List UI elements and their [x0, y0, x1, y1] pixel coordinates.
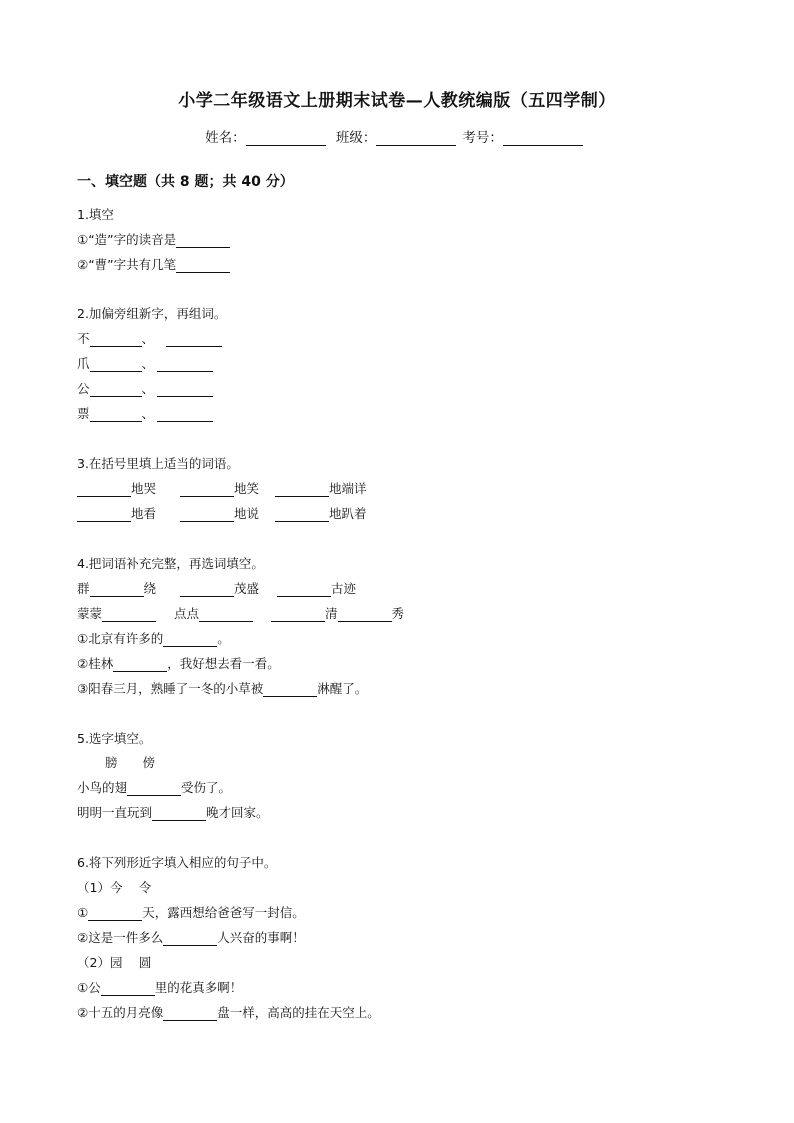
answer-blank[interactable] — [199, 608, 253, 622]
answer-blank[interactable] — [77, 483, 131, 497]
q6-sentence-1: ① 天，露西想给爸爸写一封信。 — [77, 905, 305, 920]
exam-no-label: 考号： — [462, 130, 503, 146]
answer-blank[interactable] — [338, 608, 392, 622]
q2-title: 2.加偏旁组新字，再组词。 — [77, 306, 227, 321]
q5-title: 5.选字填空。 — [77, 731, 152, 746]
answer-blank[interactable] — [163, 633, 217, 647]
student-info — [0, 126, 794, 146]
answer-blank[interactable] — [263, 683, 317, 697]
answer-blank[interactable] — [90, 408, 142, 422]
answer-blank[interactable] — [88, 907, 142, 921]
answer-blank[interactable] — [176, 234, 230, 248]
q1-item-a: ①“造”字的读音是 — [77, 230, 230, 248]
exam-no-blank[interactable] — [503, 131, 583, 146]
q6-sentence-2: ②这是一件多么 人兴奋的事啊！ — [77, 930, 305, 945]
answer-blank[interactable] — [180, 508, 234, 522]
q4-row: 蒙蒙 点点 清 秀 — [77, 606, 405, 621]
answer-blank[interactable] — [157, 408, 213, 422]
q2-row: 不 、 — [77, 329, 222, 347]
q6-sentence-3: ①公 里的花真多啊！ — [77, 980, 243, 995]
answer-blank[interactable] — [157, 383, 213, 397]
q4-title: 4.把词语补充完整，再选词填空。 — [77, 556, 264, 571]
q1-title: 1.填空 — [77, 207, 114, 222]
q3-title: 3.在括号里填上适当的词语。 — [77, 456, 239, 471]
q6-title: 6.将下列形近字填入相应的句子中。 — [77, 855, 277, 870]
q2-row: 公 、 — [77, 379, 213, 397]
q6-part-1: （1）今 令 — [77, 880, 152, 895]
q3-row: 地看 地说 地趴着 — [77, 504, 367, 522]
name-label: 姓名： — [205, 130, 246, 146]
answer-blank[interactable] — [90, 333, 142, 347]
answer-blank[interactable] — [113, 658, 167, 672]
q2-row: 票 、 — [77, 404, 213, 422]
class-blank[interactable] — [376, 131, 456, 146]
answer-blank[interactable] — [90, 583, 144, 597]
q4-row: 群 绕 茂盛 古迹 — [77, 581, 357, 596]
q4-sentence-3: ③阳春三月，熟睡了一冬的小草被 淋醒了。 — [77, 681, 368, 696]
q5-sentence-1: 小鸟的翅 受伤了。 — [77, 780, 232, 795]
q1-item-b: ②“曹”字共有几笔 — [77, 255, 230, 273]
answer-blank[interactable] — [166, 333, 222, 347]
answer-blank[interactable] — [102, 608, 156, 622]
class-label: 班级： — [335, 130, 377, 146]
q5-sentence-2: 明明一直玩到 晚才回家。 — [77, 805, 269, 820]
section-heading: 一、填空题（共 8 题；共 40 分） — [77, 174, 294, 190]
answer-blank[interactable] — [90, 358, 142, 372]
q4-sentence-1: ①北京有许多的 。 — [77, 631, 230, 646]
answer-blank[interactable] — [163, 1007, 217, 1021]
answer-blank[interactable] — [127, 782, 181, 796]
answer-blank[interactable] — [152, 807, 206, 821]
answer-blank[interactable] — [157, 358, 213, 372]
answer-blank[interactable] — [275, 483, 329, 497]
q2-row: 爪 、 — [77, 354, 213, 372]
q4-sentence-2: ②桂林 ，我好想去看一看。 — [77, 656, 280, 671]
answer-blank[interactable] — [163, 932, 217, 946]
answer-blank[interactable] — [180, 483, 234, 497]
q5-choices: 膀 傍 — [105, 755, 156, 770]
q6-sentence-4: ②十五的月亮像 盘一样，高高的挂在天空上。 — [77, 1005, 380, 1020]
answer-blank[interactable] — [271, 608, 325, 622]
q3-row: 地哭 地笑 地端详 — [77, 479, 367, 497]
name-blank[interactable] — [246, 131, 326, 146]
page-title: 小学二年级语文上册期末试卷—人教统编版（五四学制） — [178, 91, 616, 111]
answer-blank[interactable] — [275, 508, 329, 522]
answer-blank[interactable] — [180, 583, 234, 597]
answer-blank[interactable] — [101, 982, 155, 996]
answer-blank[interactable] — [77, 508, 131, 522]
answer-blank[interactable] — [277, 583, 331, 597]
answer-blank[interactable] — [90, 383, 142, 397]
q6-part-2: （2）园 圆 — [77, 955, 152, 970]
answer-blank[interactable] — [176, 259, 230, 273]
